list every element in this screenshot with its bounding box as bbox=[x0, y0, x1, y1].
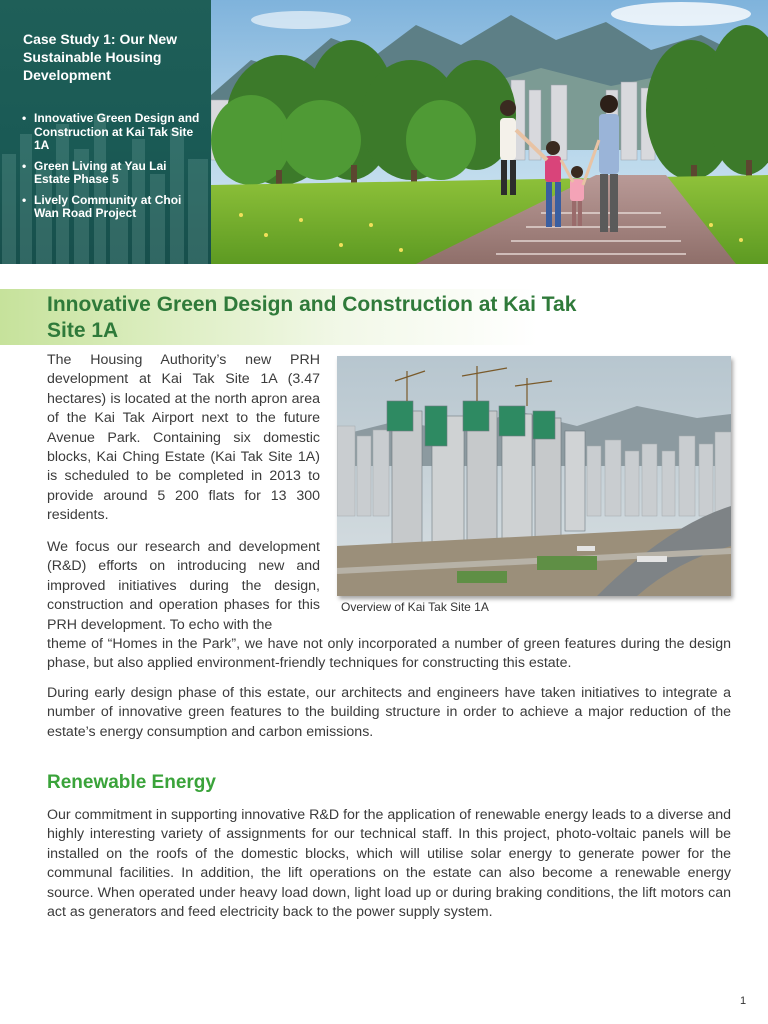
bullet-icon: • bbox=[22, 158, 27, 173]
paragraph-design-phase: During early design phase of this estate, our architects and engineers have taken initiatives to integrate a number of innovative green features to the building structure in order to achieve a major reduction of the estate’s energy consumption and carbon emissions. bbox=[47, 685, 731, 740]
paragraph-intro: The Housing Authority’s new PRH development at Kai Tak Site 1A (3.47 hectares) is located at the north apron area of the Kai Tak Airport next to the future Avenue Park. Containing six domestic blocks, Kai Ching Estate (Kai Tak Site 1A) is scheduled to be completed in 2013 to provide around 5 200 flats for 13 300 residents. bbox=[47, 352, 320, 524]
case-list-item[interactable] bbox=[22, 194, 202, 221]
top-banner bbox=[0, 0, 768, 264]
paragraph-renewable-energy: Our commitment in supporting innovative R&D for the application of renewable energy leads to a diverse and highly interesting variety of assignments for our technical staff. In this project, photo-voltaic panels will be installed on the roofs of the domestic blocks, which will utilise solar energy to generate power for the communal facilities. In addition, the lift operations on the estate can also become a renewable energy source. When operated under heavy load down, light load up or during braking conditions, the lift motors can act as generators and feed electricity back to the power supply system. bbox=[47, 807, 731, 921]
case-list-item[interactable] bbox=[22, 160, 202, 187]
paragraph-rnd-part1: We focus our research and development (R&D) efforts on introducing new and improved initiatives during the design, construction and operation phases for this PRH development. To echo with the bbox=[47, 539, 320, 633]
case-list-item[interactable] bbox=[22, 112, 202, 153]
article-title: Innovative Green Design and Construction at Kai Tak Site 1A bbox=[47, 293, 577, 342]
paragraph-rnd-part2: theme of “Homes in the Park”, we have not only incorporated a number of green features during the design phase, but also applied environment-friendly techniques for constructing this estate. bbox=[47, 636, 731, 672]
section-heading-renewable-energy: Renewable Energy bbox=[47, 772, 216, 793]
hero-park-illustration bbox=[211, 0, 768, 264]
bullet-icon: • bbox=[22, 192, 27, 207]
construction-site-image bbox=[337, 356, 731, 596]
case-list-item-label: Innovative Green Design and Construction at Kai Tak Site 1A bbox=[34, 111, 200, 152]
case-list-item-label: Lively Community at Choi Wan Road Project bbox=[34, 192, 182, 220]
photo-caption: Overview of Kai Tak Site 1A bbox=[341, 600, 489, 614]
case-study-sidebar bbox=[0, 0, 211, 264]
kai-tak-site-photo bbox=[337, 356, 731, 596]
case-study-list bbox=[22, 112, 202, 228]
case-study-title: Case Study 1: Our New Sustainable Housing Development bbox=[23, 31, 178, 83]
case-list-item-label: Green Living at Yau Lai Estate Phase 5 bbox=[34, 158, 167, 186]
page-number: 1 bbox=[740, 995, 747, 1007]
bullet-icon: • bbox=[22, 111, 27, 125]
